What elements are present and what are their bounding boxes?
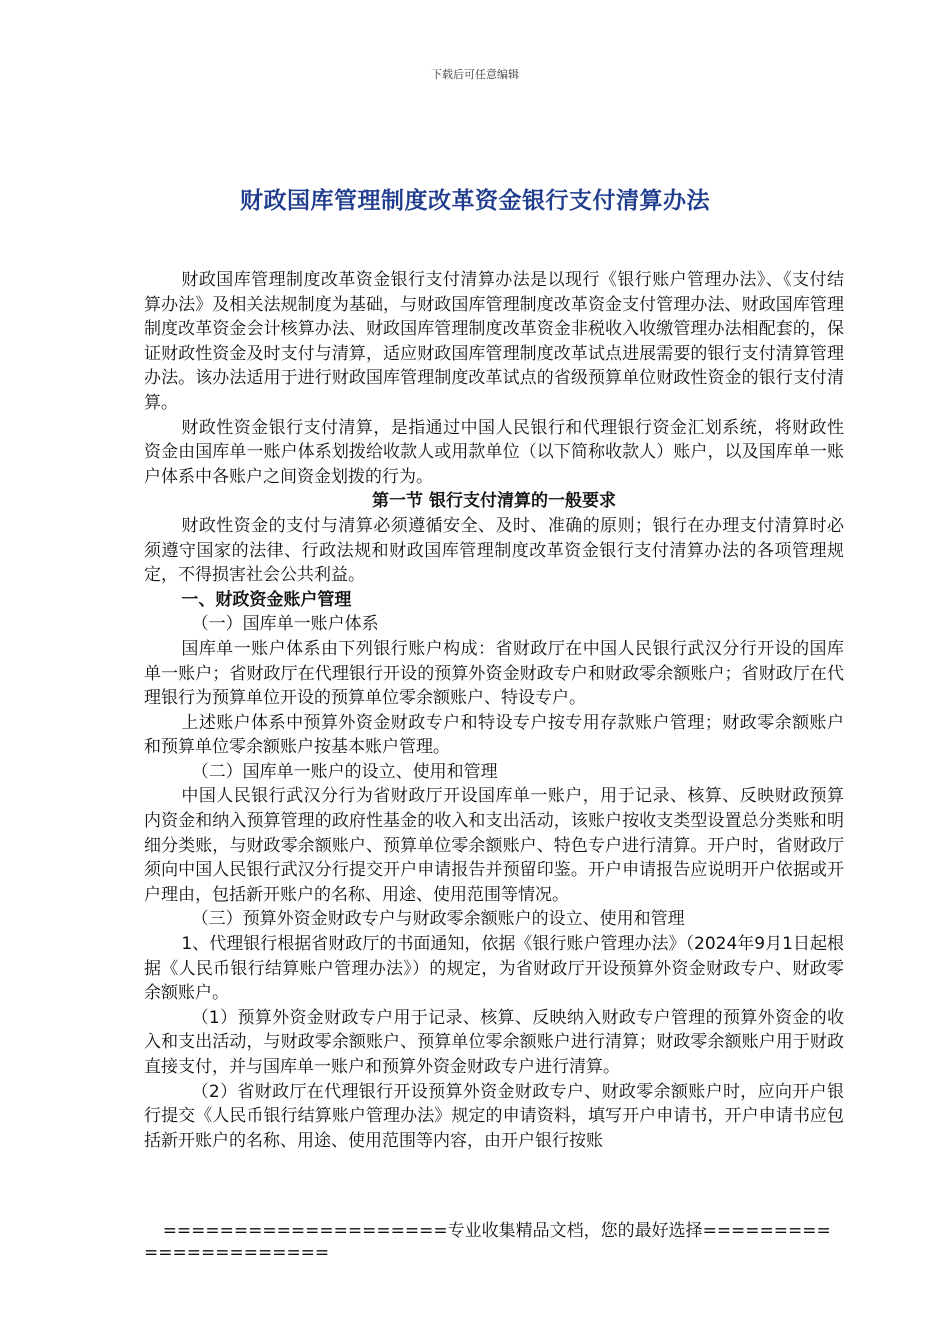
document-body — [144, 268, 844, 1153]
header-note: 下载后可任意编辑 — [431, 68, 519, 81]
paragraph: 1、代理银行根据省财政厅的书面通知，依据《银行账户管理办法》（2024年9月1日起根据《人民币银行结算账户管理办法》）的规定，为省财政厅开设预算外资金财政专户、财政零余额账户。 — [144, 934, 844, 1004]
paragraph: （1）预算外资金财政专户用于记录、核算、反映纳入财政专户管理的预算外资金的收入和支出活动，与财政零余额账户、预算单位零余额账户进行清算；财政零余额账户用于财政直接支付，并与国库单一账户和预算外资金财政专户进行清算。 — [144, 1007, 844, 1077]
paragraph: （2）省财政厅在代理银行开设预算外资金财政专户、财政零余额账户时，应向开户银行提交《人民币银行结算账户管理办法》规定的申请资料，填写开户申请书，开户申请书应包括新开账户的名称、用途、使用范围等内容，由开户银行按账 — [144, 1081, 844, 1151]
subheading: 一、财政资金账户管理 — [181, 589, 352, 610]
paragraph: 国库单一账户体系由下列银行账户构成：省财政厅在中国人民银行武汉分行开设的国库单一账户；省财政厅在代理银行开设的预算外资金财政专户和财政零余额账户；省财政厅在代理银行为预算单位开设的预算单位零余额账户、特设专户。 — [144, 638, 844, 709]
paragraph: 财政性资金银行支付清算，是指通过中国人民银行和代理银行资金汇划系统，将财政性资金由国库单一账户体系划拨给收款人或用款单位（以下简称收款人）账户，以及国库单一账户体系中各账户之间资金划拨的行为。 — [144, 417, 844, 487]
paragraph: 中国人民银行武汉分行为省财政厅开设国库单一账户，用于记录、核算、反映财政预算内资金和纳入预算管理的政府性基金的收入和支出活动，该账户按收支类型设置总分类账和明细分类账，与财政零余额账户、预算单位零余额账户、特色专户进行清算。开户时，省财政厅须向中国人民银行武汉分行提交开户申请报告并预留印鉴。开户申请报告应说明开户依据或开户理由，包括新开账户的名称、用途、使用范围等情况。 — [144, 786, 844, 905]
paragraph: 上述账户体系中预算外资金财政专户和特设专户按专用存款账户管理；财政零余额账户和预算单位零余额账户按基本账户管理。 — [144, 712, 844, 758]
paragraph: 财政国库管理制度改革资金银行支付清算办法是以现行《银行账户管理办法》、《支付结算办法》及相关法规制度为基础，与财政国库管理制度改革资金支付管理办法、财政国库管理制度改革资金会计核算办法、财政国库管理制度改革资金非税收入收缴管理办法相配套的，保证财政性资金及时支付与清算，适应财政国库管理制度改革试点进展需要的银行支付清算管理办法。该办法适用于进行财政国库管理制度改革试点的省级预算单位财政性资金的银行支付清算。 — [144, 270, 844, 413]
subheading: （一）国库单一账户体系 — [191, 614, 379, 635]
subheading: （二）国库单一账户的设立、使用和管理 — [191, 761, 498, 782]
footer-banner: ====================专业收集精品文档，您的最好选择====================== — [144, 1221, 831, 1263]
document-title: 财政国库管理制度改革资金银行支付清算办法 — [240, 187, 710, 214]
section-heading: 第一节 银行支付清算的一般要求 — [372, 491, 616, 512]
paragraph: 财政性资金的支付与清算必须遵循安全、及时、准确的原则；银行在办理支付清算时必须遵守国家的法律、行政法规和财政国库管理制度改革资金银行支付清算办法的各项管理规定，不得损害社会公共利益。 — [144, 515, 844, 586]
subheading: （三）预算外资金财政专户与财政零余额账户的设立、使用和管理 — [191, 909, 685, 930]
